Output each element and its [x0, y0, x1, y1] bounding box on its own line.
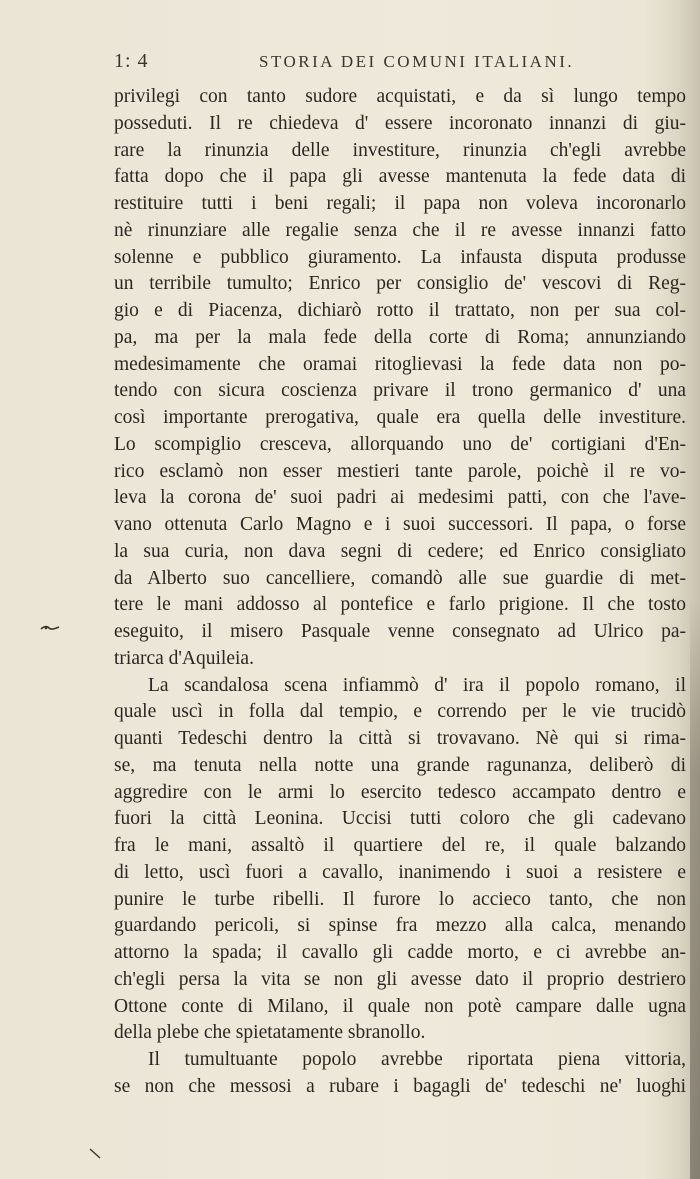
text-line: restituire tutti i beni regali; il papa non voleva incoronarlo [114, 193, 686, 214]
text-line: fra le mani, assaltò il quartiere del re, il quale balzando [114, 835, 686, 856]
text-line: fatta dopo che il papa gli avesse mantenuta la fede data di [114, 166, 686, 188]
text-line: pa, ma per la mala fede della corte di Roma; annunziando [114, 326, 686, 348]
text-line: medesimamente che oramai ritoglievasi la fede data non po- [114, 353, 686, 375]
text-line: quale uscì in folla dal tempio, e correndo per le vie trucidò [114, 701, 686, 723]
text-line: punire le turbe ribelli. Il furore lo accieco tanto, che non [114, 888, 686, 910]
paragraph-start-line: Il tumultuante popolo avrebbe riportata piena vittoria, [148, 1049, 686, 1070]
text-line: un terribile tumulto; Enrico per consiglio de' vescovi di Reg- [114, 273, 686, 295]
text-line: leva la corona de' suoi padri ai medesimi patti, con che l'ave- [114, 487, 686, 509]
text-line: ch'egli persa la vita se non gli avesse dato il proprio destriero [114, 968, 686, 990]
text-line: la sua curia, non dava segni di cedere; ed Enrico consigliato [114, 540, 686, 562]
text-line: nè rinunziare alle regalie senza che il re avesse innanzi fatto [114, 219, 686, 241]
text-line: privilegi con tanto sudore acquistati, e da sì lungo tempo [114, 86, 686, 107]
text-line: Ottone conte di Milano, il quale non potè campare dalle ugna [114, 995, 686, 1017]
text-line: guardando pericoli, si spinse fra mezzo alla calca, menando [114, 915, 686, 937]
running-head: STORIA DEI COMUNI ITALIANI. [259, 52, 575, 71]
text-line: tere le mani addosso al pontefice e farlo prigione. Il che tosto [114, 594, 686, 616]
text-line: aggredire con le armi lo esercito tedesco accampato dentro e [114, 781, 686, 803]
text-line: Lo scompiglio cresceva, allorquando uno de' cortigiani d'En- [114, 433, 686, 455]
paragraph-end-line: triarca d'Aquileia. [114, 647, 254, 669]
corner-ink-mark-icon [88, 1147, 102, 1161]
text-line: quanti Tedeschi dentro la città si trovavano. Nè qui si rima- [114, 728, 686, 749]
text-line: di letto, uscì fuori a cavallo, inanimendo i suoi a resistere e [114, 861, 686, 883]
text-line: attorno la spada; il cavallo gli cadde morto, e ci avrebbe an- [114, 942, 686, 963]
text-line: se, ma tenuta nella notte una grande ragunanza, deliberò di [114, 754, 686, 776]
text-line: tendo con sicura coscienza privare il trono germanico d' una [114, 380, 686, 402]
text-line: vano ottenuta Carlo Magno e i suoi successori. Il papa, o forse [114, 514, 686, 535]
text-line: fuori la città Leonina. Uccisi tutti coloro che gli cadevano [114, 808, 686, 830]
text-line: solenne e pubblico giuramento. La infausta disputa produsse [114, 246, 686, 268]
text-line: rico esclamò non esser mestieri tante parole, poichè il re vo- [114, 460, 686, 482]
body-text [114, 84, 686, 1101]
text-line: eseguito, il misero Pasquale venne consegnato ad Ulrico pa- [114, 621, 686, 642]
text-line: gio e di Piacenza, dichiarò rotto il trattato, non per sua col- [114, 300, 686, 321]
text-line: posseduti. Il re chiedeva d' essere incoronato innanzi di giu- [114, 112, 686, 134]
margin-ink-mark-icon [40, 624, 60, 632]
text-line: da Alberto suo cancelliere, comandò alle sue guardie di met- [114, 567, 686, 589]
text-line: rare la rinunzia delle investiture, rinunzia ch'egli avrebbe [114, 139, 686, 161]
page-number: 1: 4 [114, 50, 149, 72]
page-edge-shadow [690, 600, 700, 1179]
text-line: se non che messosi a rubare i bagagli de' tedeschi ne' luoghi [114, 1075, 686, 1097]
page-header [114, 50, 686, 78]
text-line: così importante prerogativa, quale era quella delle investiture. [114, 407, 686, 428]
paragraph-start-line: La scandalosa scena infiammò d' ira il popolo romano, il [148, 674, 686, 696]
paragraph-end-line: della plebe che spietatamente sbranollo. [114, 1022, 426, 1044]
